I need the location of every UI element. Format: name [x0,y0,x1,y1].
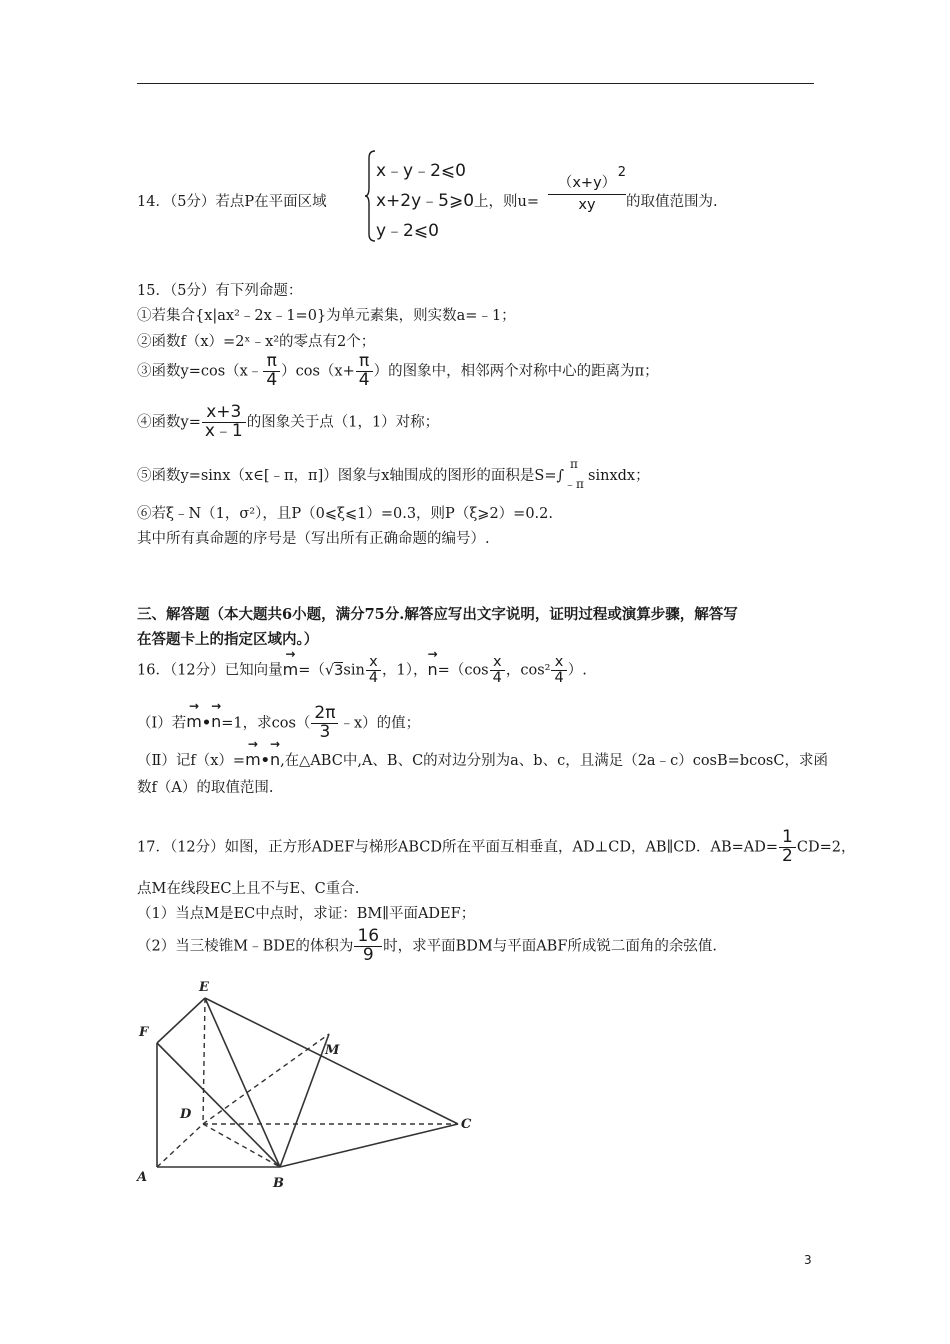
label-A: A [137,1170,148,1185]
frac-num: x [554,654,564,670]
frac-num: x+3 [206,402,242,422]
q14-frac-exp: 2 [617,165,626,180]
edge-EB [205,998,280,1167]
frac-den: x﹣1 [202,422,246,441]
vector-n: → n [428,660,438,679]
section-3-line-1: 三、解答题（本大题共6小题，满分75分.解答应写出文字说明，证明过程或演算步骤，解答写 [137,606,738,623]
frac-num: x [492,654,502,670]
label-F: F [139,1025,149,1040]
q14-prefix: 14．（5分）若点P在平面区域 [137,194,327,210]
q17-p2-text-b: 时，求平面BDM与平面ABF所成锐二面角的余弦值. [383,938,718,955]
edge-BM [280,1034,329,1167]
edge-BC [280,1124,458,1167]
q17-text-a: 17．（12分）如图，正方形ADEF与梯形ABCD所在平面互相垂直，AD⊥CD，AB∥CD．AB=AD= [137,839,779,856]
q14-ineq2: x+2y﹣5⩾0 [376,191,475,211]
frac-num: π [266,351,277,371]
q15-title: 15．（5分）有下列命题： [137,283,303,299]
q15-prop-6: ⑥若ξ﹣N（1，σ²），且P（0⩽ξ⩽1）=0.3，则P（ξ⩾2）=0.2. [137,506,553,522]
edge-ED [203,998,205,1124]
vector-m: → m [283,660,299,679]
frac-den: 2 [779,847,796,866]
vector-n: → n [211,712,221,731]
label-C: C [461,1117,472,1132]
q15-p4-text-b: 的图象关于点（1，1）对称； [246,414,440,431]
dot-operator: • [260,753,270,769]
q14-ineq1: x﹣y﹣2⩽0 [376,161,466,181]
q14-frac-num: （x+y） [557,175,617,191]
q16-text-c: sin [343,662,365,679]
edge-EF [157,998,205,1043]
q14-suffix: 的取值范围为. [626,194,718,210]
q15-prop-1: ①若集合{x|ax²﹣2x﹣1=0}为单元素集，则实数a=﹣1； [137,308,516,324]
vector-m: → m [245,750,261,769]
q16-ii-text-b: ,在△ABC中,A、B、C的对边分别为a、b、c，且满足（2a﹣c）cosB=bcosC，求函 [280,753,828,769]
sqrt-radicand: 3 [334,662,344,679]
frac-den: 4 [366,670,381,686]
q16-text-f: ，cos² [505,662,551,679]
q14-mid: 上，则u= [474,194,539,210]
label-B: B [273,1176,284,1191]
section-3-line-2: 在答题卡上的指定区域内。） [137,631,319,648]
frac-num: 2π [314,703,336,723]
q16-text-d: ，1）， [382,662,428,679]
q15-p3-text-b: ）cos（x+ [281,363,355,380]
frac-den: 4 [263,371,280,390]
vector-n: → n [270,750,280,769]
q15-p3-text-c: ）的图象中，相邻两个对称中心的距离为π； [373,363,659,380]
q17-line-2: 点M在线段EC上且不与E、C重合. [137,881,360,897]
q17-part-1: （1）当点M是EC中点时，求证：BM∥平面ADEF； [137,906,476,922]
frac-num: 1 [782,827,793,847]
label-M: M [325,1043,340,1058]
frac-num: π [359,351,370,371]
frac-den: 4 [356,371,373,390]
frac-num: x [369,654,378,670]
q15-p4-text-a: ④函数y= [137,414,201,431]
edge-AD [157,1124,203,1167]
q15-p3-text-a: ③函数y=cos（x﹣ [137,363,263,380]
frac-num: 16 [357,926,380,946]
frac-den: 9 [354,946,382,965]
q14-frac-den: xy [548,194,626,213]
label-D: D [180,1107,192,1122]
q17-p2-text-a: （2）当三棱锥M﹣BDE的体积为 [137,938,354,955]
frac-den: 4 [490,670,505,686]
edge-DB [203,1124,280,1167]
edge-EC [205,998,458,1124]
q16-text-e: =（cos [437,662,489,679]
vector-m: → m [186,712,202,731]
integral-lower: ﹣π [564,477,584,491]
q16-i-text-a: （Ⅰ）若 [137,715,187,732]
q15-p5-text-a: ⑤函数y=sinx（x∈[﹣π，π]）图象与x轴围成的图形的面积是S=∫ [137,468,565,484]
q14-ineq3: y﹣2⩽0 [376,221,439,241]
dot-operator: • [201,715,212,732]
edge-FB [157,1043,280,1167]
q17-text-b: CD=2， [796,839,856,856]
frac-den: 4 [551,670,566,686]
edge-DM [203,1034,329,1124]
q16-ii-text-a: （Ⅱ）记f（x）= [137,753,246,769]
integral-upper: π [570,457,578,471]
q16-part-ii-cont: 数f（A）的取值范围. [137,780,274,796]
page-number: 3 [804,1253,812,1267]
q15-prop-2: ②函数f（x）=2ˣ﹣x²的零点有2个； [137,334,376,350]
q16-i-text-c: ﹣x）的值； [339,715,421,732]
q16-text-b: =（ [298,662,325,679]
sqrt-icon: √ [324,662,335,679]
q16-i-text-b: =1，求cos（ [221,715,311,732]
q15-p5-text-b: sinxdx； [588,468,650,484]
frac-den: 3 [311,723,338,742]
label-E: E [199,980,209,995]
q16-text-g: ）. [567,662,587,679]
q15-ask: 其中所有真命题的序号是（写出所有正确命题的编号）. [137,531,490,547]
q16-text-a: 16．（12分）已知向量 [137,662,283,679]
